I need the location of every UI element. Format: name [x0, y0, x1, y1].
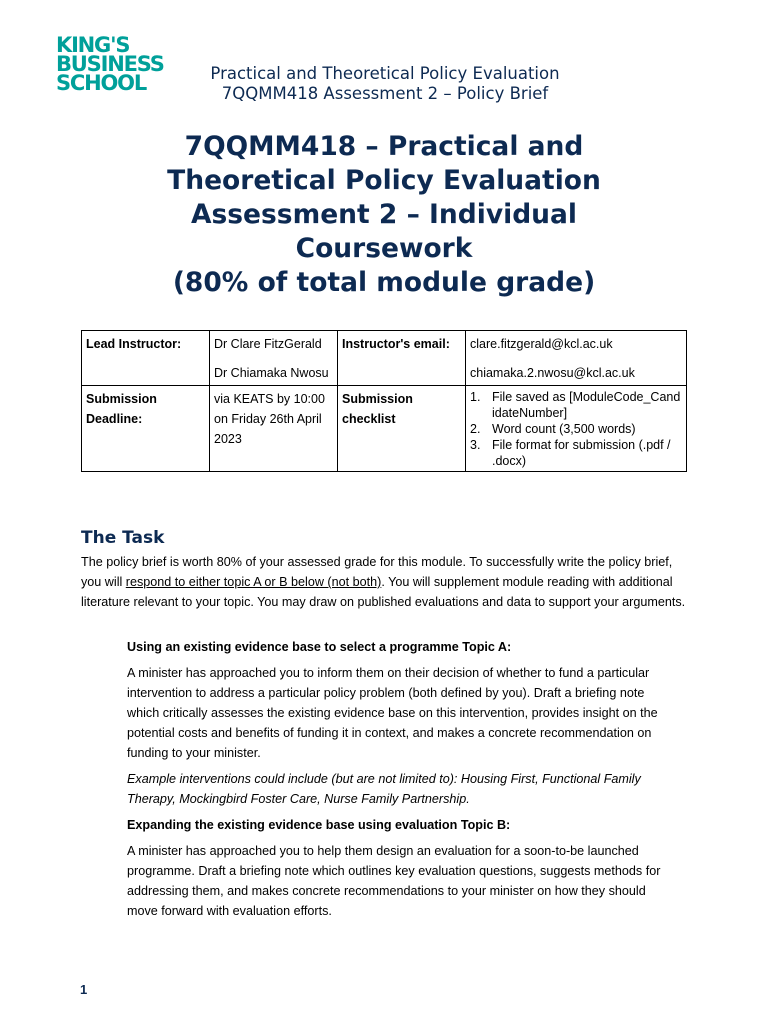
instructor-name: Dr Chiamaka Nwosu: [214, 366, 329, 380]
topic-a-section: [127, 637, 675, 921]
submission-checklist: [466, 386, 687, 472]
title-line: Coursework: [295, 233, 473, 264]
kings-business-school-logo: [56, 33, 164, 95]
deadline-value: via KEATS by 10:00 on Friday 26th April 2023: [210, 386, 338, 472]
title-line: Theoretical Policy Evaluation: [167, 165, 601, 196]
instructor-email: clare.fitzgerald@kcl.ac.uk: [470, 337, 613, 351]
checklist-label: Submission checklist: [338, 386, 466, 472]
table-row: [82, 331, 687, 386]
document-header: [165, 64, 605, 104]
title-line: 7QQMM418 – Practical and: [184, 131, 584, 162]
lead-instructor-label: Lead Instructor:: [82, 331, 210, 386]
logo-line: KING'S: [56, 33, 130, 57]
page-number: 1: [80, 982, 88, 997]
checklist-item: 1. File saved as [ModuleCode_CandidateNumber]: [470, 390, 681, 420]
deadline-label: Submission Deadline:: [82, 386, 210, 472]
checklist-item: 3. File format for submission (.pdf / .docx): [470, 438, 671, 468]
topic-a-examples: Example interventions could include (but are not limited to): Housing First, Functional Family Therapy, Mockingbird Foster Care, Nurse Family Partnership.: [127, 772, 641, 806]
title-line: Assessment 2 – Individual: [191, 199, 577, 230]
logo-line: SCHOOL: [56, 71, 146, 95]
task-heading: The Task: [81, 528, 165, 548]
topic-b-body: A minister has approached you to help them design an evaluation for a soon-to-be launched programme. Draft a briefing note which outlines key evaluation questions, suggests methods for addressing them, and makes concrete recommendations to your minister on how they should move forward with evaluation efforts.: [127, 844, 661, 918]
assessment-info-table: [81, 330, 687, 472]
checklist-item: 2. Word count (3,500 words): [470, 422, 636, 436]
task-intro-paragraph: The policy brief is worth 80% of your assessed grade for this module. To successfully write the policy brief, you will respond to either topic A or B below (not both). You will supplement module reading with additional literature relevant to your topic. You may draw on published evaluations and data to support your arguments.: [81, 555, 686, 609]
header-line-1: Practical and Theoretical Policy Evaluation: [210, 64, 560, 83]
topic-a-heading: Using an existing evidence base to select a programme Topic A:: [127, 640, 512, 654]
instructor-names: [210, 331, 338, 386]
instructor-emails: [466, 331, 687, 386]
instructor-name: Dr Clare FitzGerald: [214, 337, 322, 351]
topic-instruction-underlined: respond to either topic A or B below (not both): [125, 575, 382, 589]
header-line-2: 7QQMM418 Assessment 2 – Policy Brief: [221, 84, 549, 103]
title-line: (80% of total module grade): [172, 267, 596, 298]
topic-b-heading: Expanding the existing evidence base using evaluation Topic B:: [127, 818, 511, 832]
page-title: [100, 130, 668, 300]
table-row: [82, 386, 687, 472]
instructor-email: chiamaka.2.nwosu@kcl.ac.uk: [470, 366, 635, 380]
email-label: Instructor's email:: [338, 331, 466, 386]
topic-a-body: A minister has approached you to inform them on their decision of whether to fund a particular intervention to address a particular policy problem (both defined by you). Draft a briefing note which critically assesses the existing evidence base on this intervention, provides insight on the potential costs and benefits of funding it in context, and makes a concrete recommendation on funding to your minister.: [127, 666, 658, 760]
logo-line: BUSINESS: [56, 52, 164, 76]
